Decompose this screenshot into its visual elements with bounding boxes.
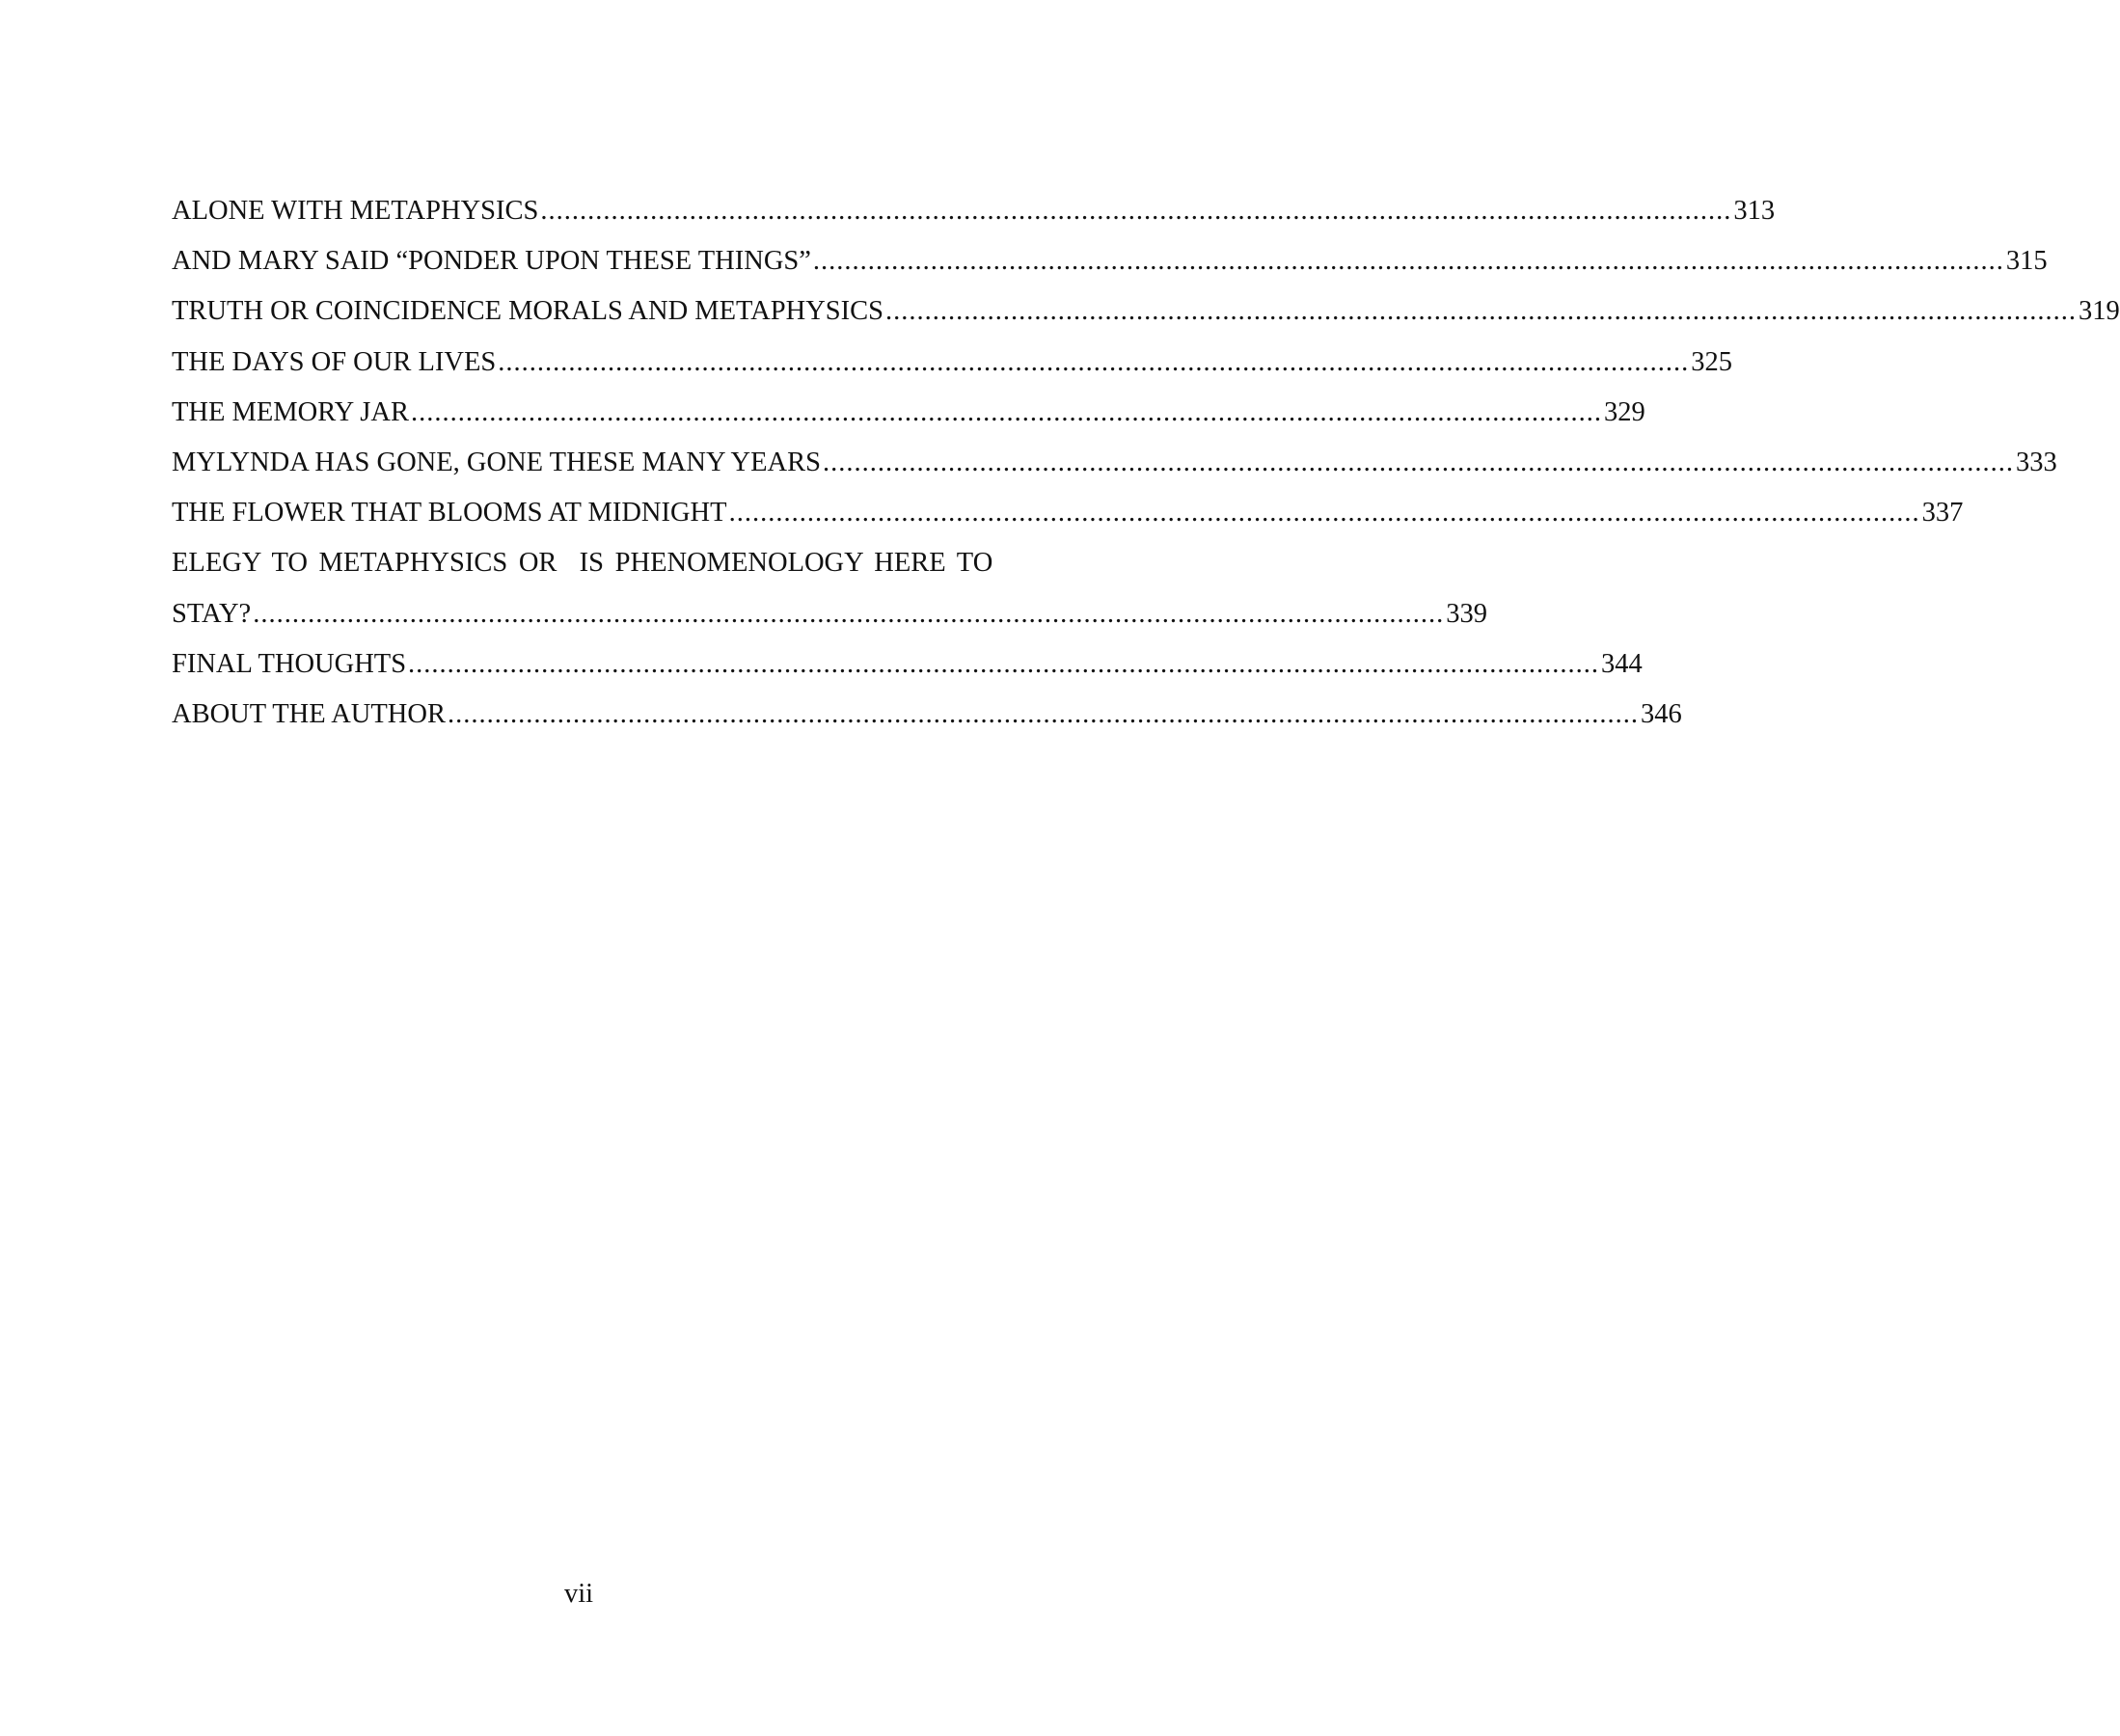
toc-entry-title: AND MARY SAID “PONDER UPON THESE THINGS” (172, 246, 811, 277)
toc-entry-page: 333 (2015, 447, 2057, 477)
table-of-contents (172, 186, 2120, 740)
toc-entry-page: 339 (1446, 598, 1487, 629)
toc-entry[interactable] (172, 186, 1776, 236)
toc-entry-page: 346 (1640, 698, 1682, 729)
toc-entry-title: THE DAYS OF OUR LIVES (172, 346, 497, 377)
toc-entry[interactable] (172, 488, 1964, 538)
toc-entry-page: 329 (1603, 396, 1645, 427)
toc-leader-dots: ........................................................................................................................................................ (540, 196, 1732, 226)
toc-entry[interactable] (172, 639, 1643, 690)
toc-leader-dots: ........................................................................................................................................................ (253, 598, 1445, 629)
toc-leader-dots: ........................................................................................................................................................ (822, 447, 2014, 477)
toc-entry-page: 344 (1601, 648, 1643, 679)
toc-entry-title: ALONE WITH METAPHYSICS (172, 196, 539, 226)
toc-entry-title: THE FLOWER THAT BLOOMS AT MIDNIGHT (172, 498, 727, 529)
toc-entry-title: FINAL THOUGHTS (172, 648, 407, 679)
toc-leader-dots: ........................................................................................................................................................ (447, 698, 1639, 729)
toc-entry-page: 325 (1691, 346, 1732, 377)
toc-entry[interactable] (172, 690, 1682, 740)
toc-entry-title: THE MEMORY JAR (172, 396, 409, 427)
toc-entry-title: ABOUT THE AUTHOR (172, 698, 446, 729)
toc-leader-dots: ........................................................................................................................................................ (812, 246, 2004, 277)
toc-entry[interactable] (172, 236, 2048, 286)
toc-entry[interactable] (172, 388, 1645, 438)
toc-leader-dots: ........................................................................................................................................................ (408, 648, 1600, 679)
toc-entry-title-line[interactable] (172, 538, 1026, 588)
toc-leader-dots: ........................................................................................................................................................ (728, 498, 1920, 529)
page-number: vii (563, 1579, 594, 1609)
toc-entry[interactable] (172, 286, 2120, 337)
toc-entry[interactable] (172, 338, 1732, 388)
toc-entry-title-first-line: ELEGY TO METAPHYSICS OR IS PHENOMENOLOGY HERE TO (172, 548, 993, 579)
toc-entry-title: TRUTH OR COINCIDENCE MORALS AND METAPHYSICS (172, 296, 883, 327)
toc-entry[interactable] (172, 589, 1487, 639)
toc-leader-dots: ........................................................................................................................................................ (410, 396, 1602, 427)
toc-entry-page: 315 (2005, 246, 2048, 277)
toc-leader-dots: ........................................................................................................................................................ (498, 346, 1690, 377)
toc-entry-page: 337 (1921, 498, 1964, 529)
toc-entry-page: 319 (2078, 296, 2120, 327)
toc-entry-title: MYLYNDA HAS GONE, GONE THESE MANY YEARS (172, 447, 821, 477)
toc-entry-page: 313 (1733, 196, 1776, 226)
toc-entry-title: STAY? (172, 598, 252, 629)
toc-entry[interactable] (172, 438, 2057, 488)
toc-leader-dots: ........................................................................................................................................................ (884, 296, 2077, 327)
